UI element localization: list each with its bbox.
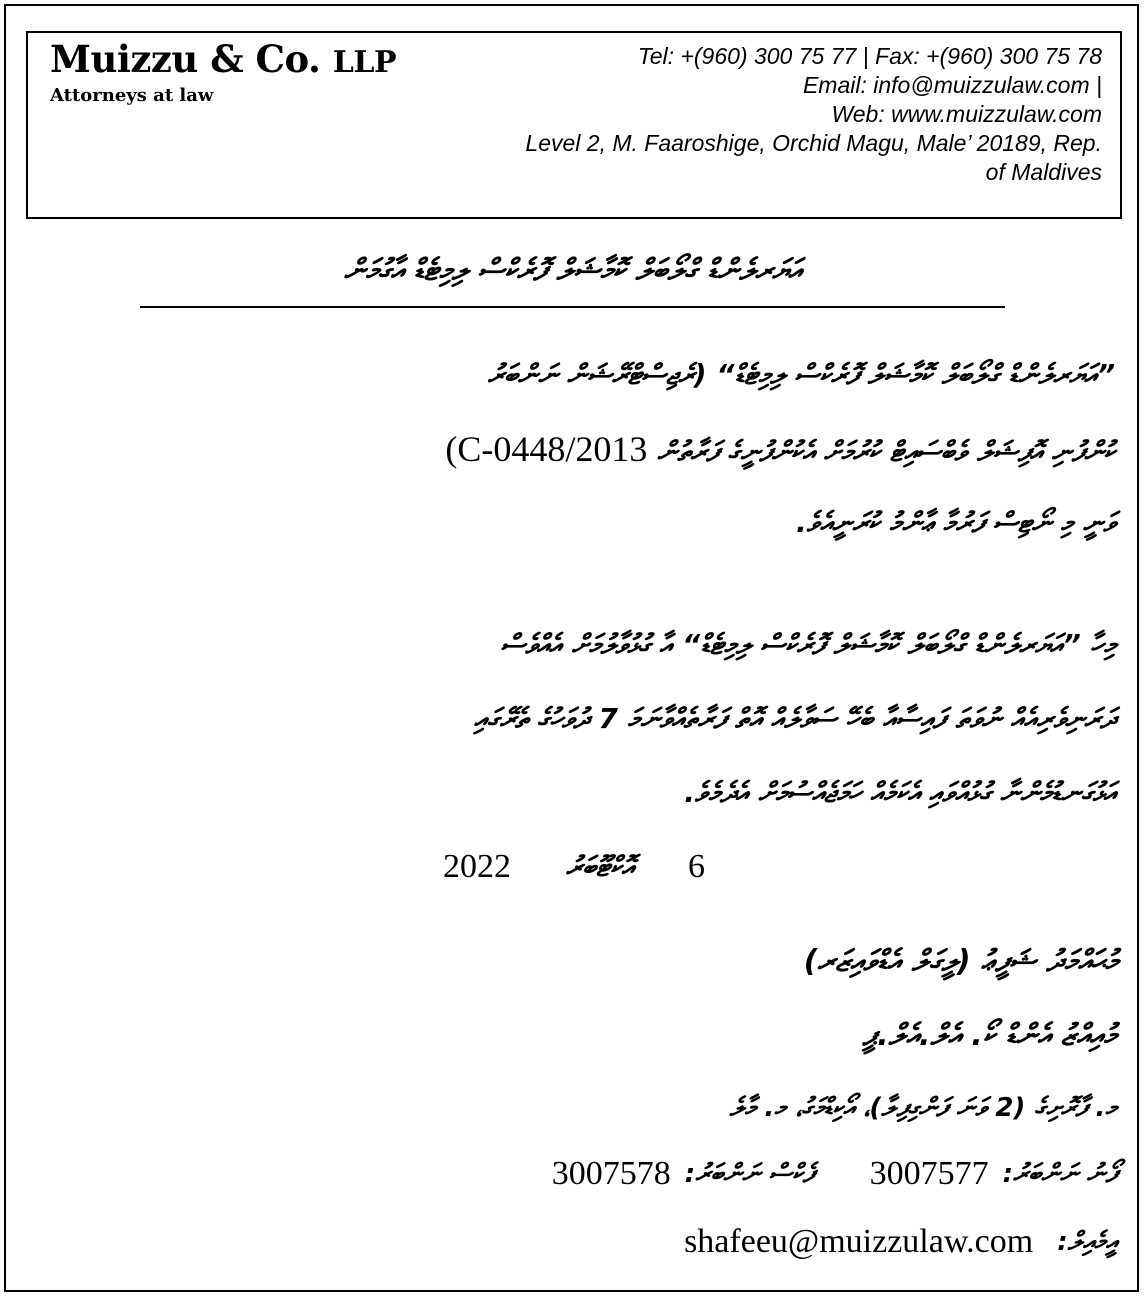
contact-address-line: Level 2, M. Faaroshige, Orchid Magu, Male’ 20189, Rep. xyxy=(525,130,1102,156)
date-day: 6 xyxy=(688,848,705,885)
phone-number: 3007577 xyxy=(869,1155,989,1192)
signatory-firm: މުއިއްޒު އެންޑް ކޯ. އެލް.އެލް.ޕީ xyxy=(862,1018,1117,1053)
letterhead xyxy=(26,31,1122,219)
notice-title: އަޔަރލެންޑް ގްލޯބަލް ކޮމާޝަލް ފޮރެކްސް ލިމިޓެޑް އާގުމަން xyxy=(343,253,802,288)
body-line-4: މިހާ ”އަޔަރލެންޑް ގްލޯބަލް ކޮމާޝަލް ފޮރެކްސް ލިމިޓެޑް“ އާ ގުޅުވާލުމަށް އެއްވެސް xyxy=(500,628,1115,661)
registration-number: (C-0448/2013 xyxy=(445,429,648,469)
contact-country-line: of Maldives xyxy=(985,159,1102,185)
phone-fax-row xyxy=(552,1148,1117,1200)
email-address[interactable]: shafeeu@muizzulaw.com xyxy=(684,1223,1034,1260)
body-line-1: ”އަޔަރލެންޑް ގްލޯބަލް ކޮމާޝަލް ފޮރެކްސް ލިމިޓެޑް“ (ރެޖިސްޓްރޭޝަން ނަންބަރު xyxy=(487,358,1115,391)
body-line-2-text: ކުންފުނި އޮފިޝަލް ވެބްސައިޓް ކުރުމަށް އެކުންފުނީގެ ފަރާތުން xyxy=(657,435,1115,468)
fax-label: ފެކްސް ނަންބަރު: xyxy=(684,1158,814,1189)
firm-name-text: Muizzu & Co. xyxy=(50,37,321,81)
email-row xyxy=(684,1214,1117,1270)
fax-number: 3007578 xyxy=(551,1155,671,1192)
contact-web-line: Web: www.muizzulaw.com xyxy=(831,101,1102,127)
contact-block xyxy=(382,42,1102,187)
title-underline xyxy=(140,306,1005,308)
firm-suffix: LLP xyxy=(332,45,397,80)
date-year: 2022 xyxy=(443,848,511,885)
body-line-6: އަޅުގަނޑުމެންނާ ގުޅުއްވައި އެކަމެއް ހަމަޖެއްސުމަށް އެދެމެވެ. xyxy=(684,776,1115,809)
body-line-2 xyxy=(445,424,1115,476)
firm-tagline: Attorneys at law xyxy=(50,85,214,106)
email-label: އީމެއިލް: xyxy=(1057,1226,1117,1257)
contact-email-line: Email: info@muizzulaw.com | xyxy=(802,72,1102,98)
phone-label: ފޯނު ނަންބަރު: xyxy=(1002,1158,1117,1189)
firm-name xyxy=(50,37,396,81)
date-month: އޮކްޓޫބަރު xyxy=(565,850,634,883)
contact-phone-line: Tel: +(960) 300 75 77 | Fax: +(960) 300 75 78 xyxy=(637,43,1102,69)
body-line-3: ވަނީ މި ނޯޓިސް ފަރުމާ ޢާންމު ކުރަނީއެވެ. xyxy=(795,506,1115,539)
signatory-address: މ. ފާރޮށިގެ (2 ވަނަ ފަންގިފިލާ)، އޯކިޑްމަގު، މ. މާލެ xyxy=(729,1093,1117,1123)
notice-date xyxy=(443,842,705,892)
signatory-name: މުޙައްމަދު ޝަފީޢު (ލީގަލް އެޑްވައިޒަރ) xyxy=(803,944,1117,979)
body-line-5: ދަރަނިވެރިއެއް ނުވަތަ ފައިސާއާ ބެހޭ ސަވާލެއް އޮތް ފަރާތެއްވާނަމަ 7 ދުވަހުގެ ތެރޭގައި xyxy=(474,702,1115,735)
